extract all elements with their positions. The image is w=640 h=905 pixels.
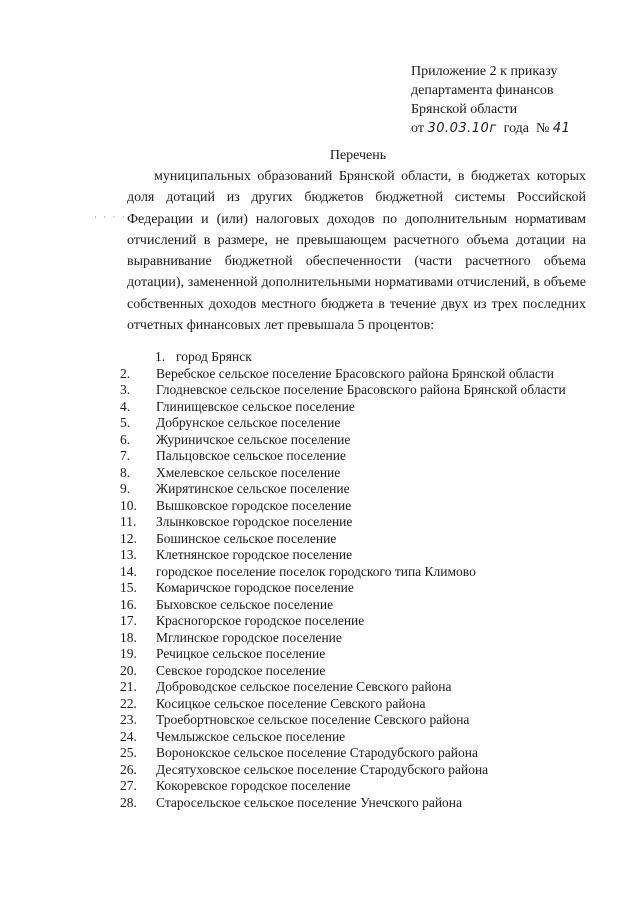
list-item-text: Добрунское сельское поселение <box>156 415 341 430</box>
list-item-number: 5. <box>120 415 131 430</box>
list-item-number: 20. <box>120 662 137 678</box>
list-item <box>120 778 620 795</box>
list-item-text: Красногорское городское поселение <box>156 613 365 628</box>
list-item-text: городское поселение поселок городского типа Климово <box>156 563 476 579</box>
list-item-text: Косицкое сельское поселение Севского района <box>156 695 426 711</box>
list-item-text: Кокоревское городское поселение <box>156 778 351 793</box>
list-item <box>120 382 620 399</box>
list-item-number: 25. <box>120 745 137 760</box>
list-item-number: 22. <box>120 695 137 711</box>
list-item <box>120 762 620 779</box>
list-item-number: 21. <box>120 679 137 694</box>
list-item-text: Троебортновское сельское поселение Севского района <box>156 712 470 727</box>
list-item-text: Глодневское сельское поселение Брасовского района Брянской области <box>156 382 566 397</box>
list-item-text: Клетнянское городское поселение <box>156 547 353 562</box>
list-item <box>120 613 620 630</box>
list-item <box>120 531 620 548</box>
list-item <box>120 646 620 663</box>
list-item-number: 19. <box>120 646 137 661</box>
list-item <box>120 712 620 729</box>
list-item-text: Десятуховское сельское поселение Стародубского района <box>156 761 489 777</box>
list-item-text: Воронокское сельское поселение Стародубского района <box>156 745 478 760</box>
list-item <box>120 630 620 647</box>
list-item-text: Доброводское сельское поселение Севского района <box>156 679 452 694</box>
list-item <box>120 679 620 696</box>
list-item-text: Мглинское городское поселение <box>156 629 342 645</box>
list-item <box>120 415 620 432</box>
list-item <box>120 514 620 531</box>
list-item <box>120 498 620 515</box>
list-item <box>120 745 620 762</box>
list-item-number: 10. <box>120 497 137 513</box>
list-item <box>120 349 620 366</box>
list-item-number: 7. <box>120 448 131 463</box>
list-item-text: Журиничское сельское поселение <box>156 431 351 447</box>
list-item-number: 18. <box>120 629 137 645</box>
appendix-date-line <box>411 119 631 138</box>
list-item <box>120 399 620 416</box>
list-item-number: 13. <box>120 547 137 562</box>
list-item <box>120 432 620 449</box>
list-item-text: Старосельское сельское поселение Унечского района <box>156 794 463 810</box>
list-item-number: 4. <box>120 398 131 414</box>
list-item <box>120 729 620 746</box>
list-item-number: 16. <box>120 596 137 612</box>
list-item-number: 2. <box>120 365 131 381</box>
list-item-number: 12. <box>120 530 137 546</box>
list-item <box>120 663 620 680</box>
list-item-number: 1. <box>155 349 166 364</box>
appendix-line-3: Брянской области <box>411 102 518 117</box>
list-item-text: Веребское сельское поселение Брасовского района Брянской области <box>156 365 555 381</box>
list-item-number: 6. <box>120 431 131 447</box>
list-item-number: 3. <box>120 382 131 397</box>
list-item-text: Пальцовское сельское поселение <box>156 448 346 463</box>
list-item-number: 11. <box>120 514 137 529</box>
appendix-header <box>411 62 631 138</box>
margin-scan-mark: · · · · <box>94 212 127 222</box>
list-item <box>120 597 620 614</box>
list-item-text: Злынковское городское поселение <box>156 514 353 529</box>
list-item-text: Хмелевское сельское поселение <box>156 464 341 480</box>
number-sign: № <box>536 121 550 136</box>
list-item-number: 15. <box>120 580 137 595</box>
list-item-text: Речицкое сельское поселение <box>156 646 326 661</box>
list-item-number: 8. <box>120 464 131 480</box>
list-item <box>120 564 620 581</box>
list-item <box>120 795 620 812</box>
list-item-number: 17. <box>120 613 137 628</box>
handwritten-number: 41 <box>552 121 571 136</box>
list-item-text: Чемлыжское сельское поселение <box>156 728 346 744</box>
list-item-text: Жирятинское сельское поселение <box>156 481 350 496</box>
list-item <box>120 547 620 564</box>
list-item-number: 14. <box>120 563 137 579</box>
list-item-text: Глинищевское сельское поселение <box>156 398 355 414</box>
list-item-number: 23. <box>120 712 137 727</box>
list-item-number: 27. <box>120 778 137 793</box>
handwritten-date: 30.03.10г <box>427 121 497 136</box>
list-item-text: Севское городское поселение <box>156 662 326 678</box>
document-title: Перечень <box>329 148 387 163</box>
list-item <box>120 465 620 482</box>
appendix-line-1: Приложение 2 к приказу <box>411 64 558 79</box>
year-word: года <box>503 121 529 136</box>
intro-paragraph: муниципальных образований Брянской области, в бюджетах которых доля дотаций из других бюджетов бюджетной системы Российской Федерации и (или) налоговых доходов по дополнительным нормативам отчислений в размере, не превышающем расчетного объема дотации на выравнивание бюджетной обеспеченности (части расчетного объема дотации), замененной дополнительными нормативами отчислений, в объеме собственных доходов местного бюджета в течение двух из трех последних отчетных финансовых лет превышала 5 процентов: <box>127 169 586 334</box>
list-item <box>120 448 620 465</box>
list-item-text: Бошинское сельское поселение <box>156 530 337 546</box>
list-item-number: 28. <box>120 794 137 810</box>
list-item-number: 9. <box>120 481 131 496</box>
date-prefix: от <box>411 121 424 136</box>
list-item-text: город Брянск <box>176 349 252 364</box>
list-item <box>120 366 620 383</box>
list-item-text: Быховское сельское поселение <box>156 596 334 612</box>
municipality-list <box>120 349 620 811</box>
list-item <box>120 696 620 713</box>
appendix-line-2: департамента финансов <box>411 83 554 98</box>
list-item <box>120 481 620 498</box>
list-item-text: Комаричское городское поселение <box>156 580 354 595</box>
list-item-number: 24. <box>120 728 137 744</box>
list-item-text: Вышковское городское поселение <box>156 497 352 513</box>
list-item-number: 26. <box>120 761 137 777</box>
list-item <box>120 580 620 597</box>
